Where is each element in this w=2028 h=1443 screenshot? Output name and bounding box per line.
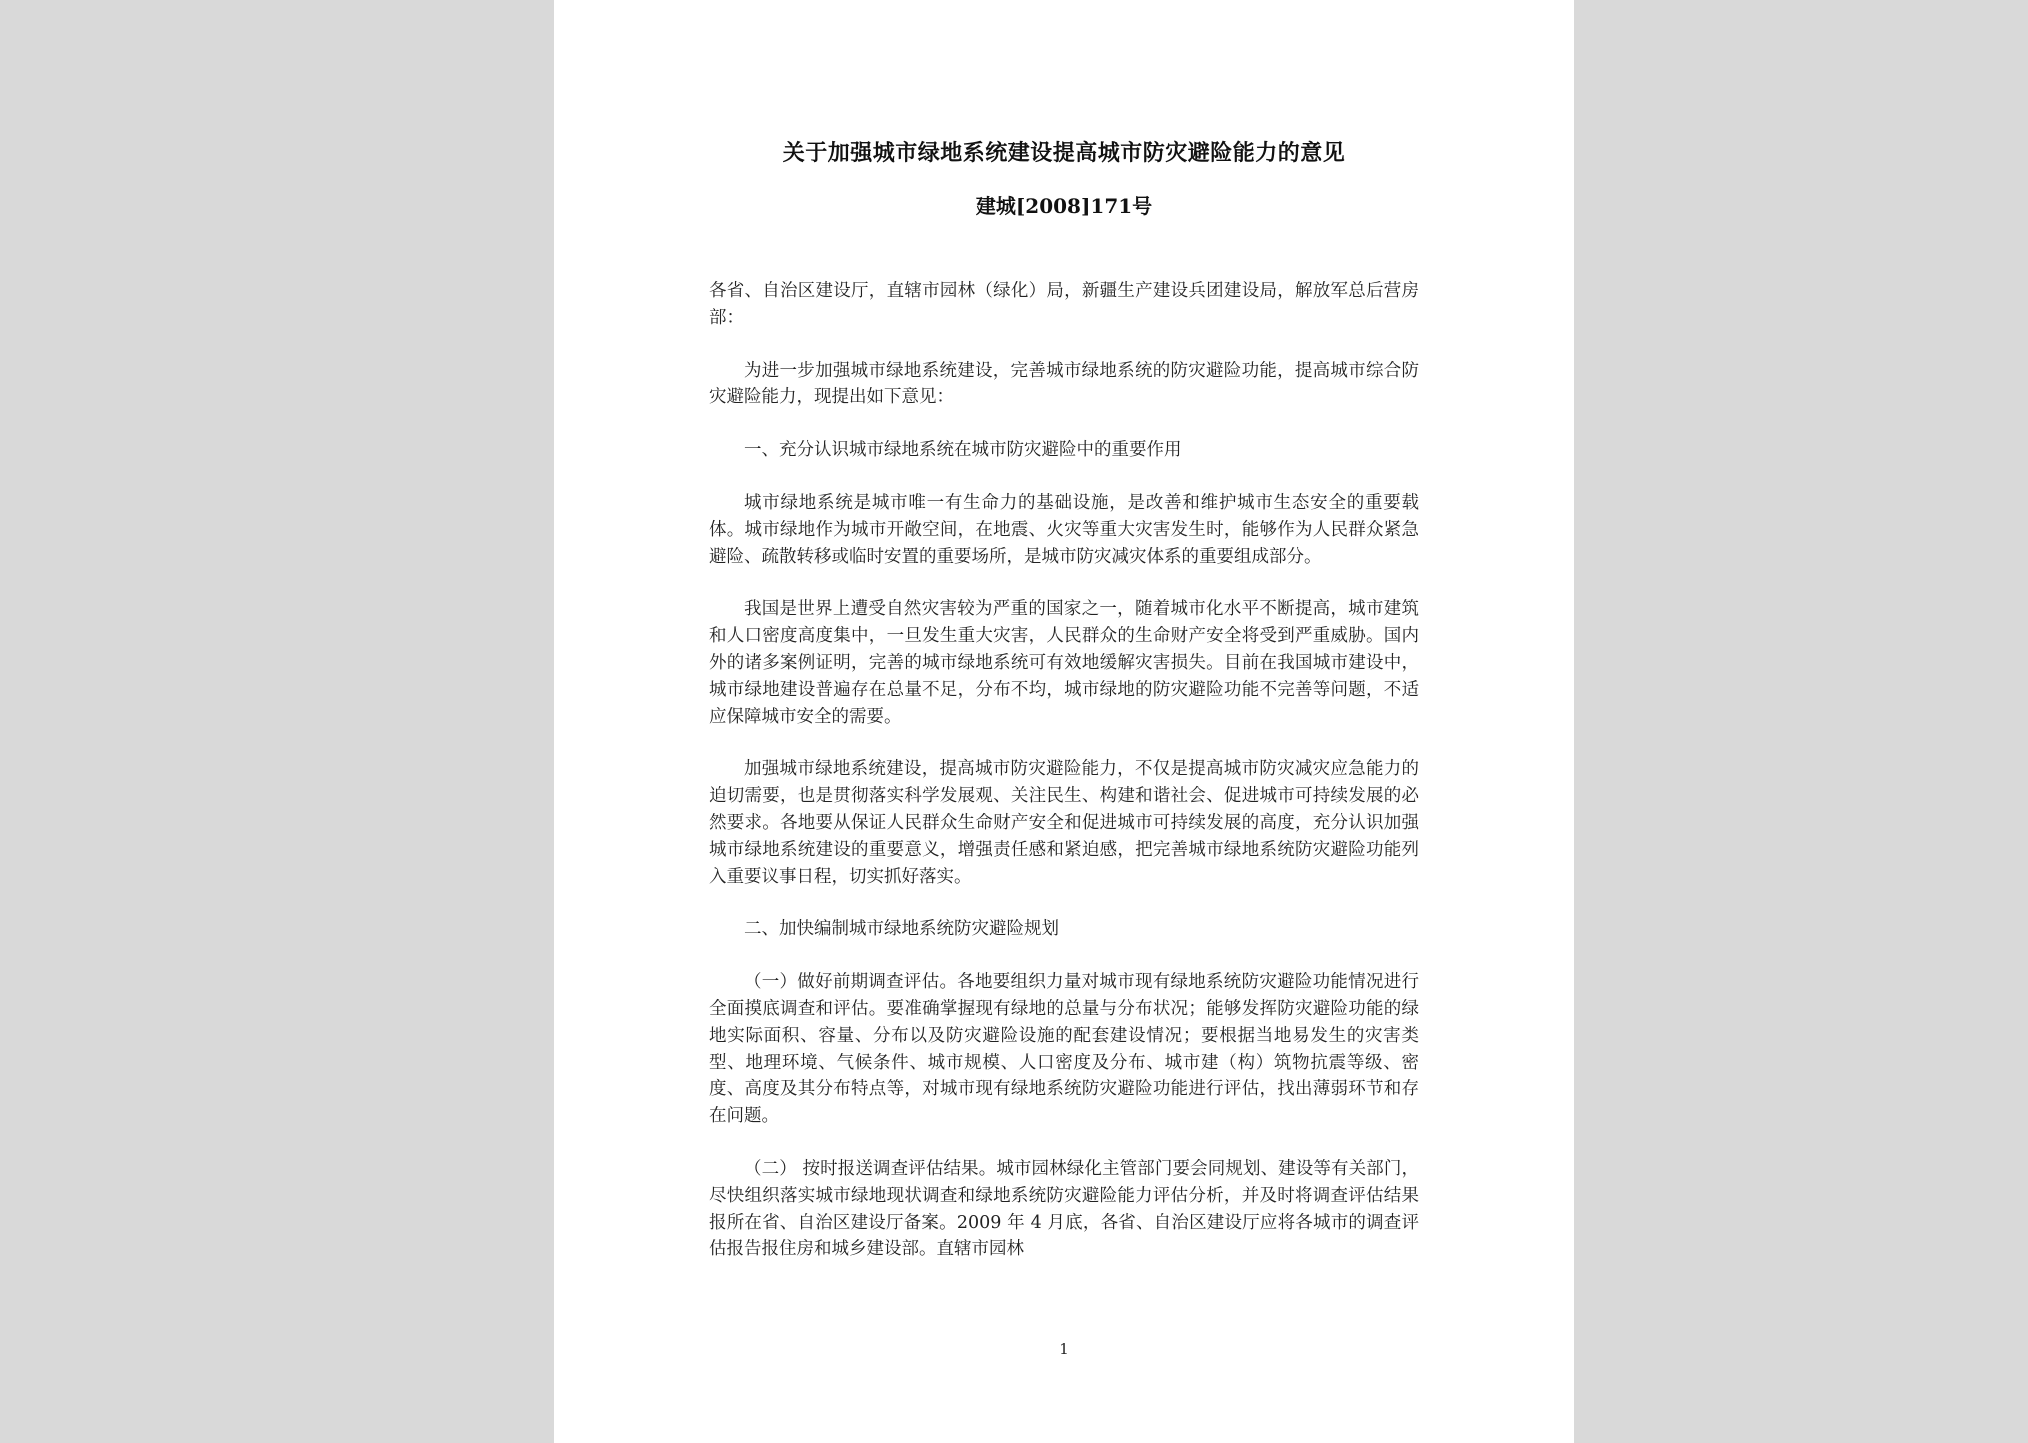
document-page [554,0,1574,1443]
document-title: 关于加强城市绿地系统建设提高城市防灾避险能力的意见 [782,140,1346,166]
addressee-paragraph: 各省、自治区建设厅，直辖市园林（绿化）局，新疆生产建设兵团建设局，解放军总后营房部： [709,281,1419,328]
section-heading-1: 一、充分认识城市绿地系统在城市防灾避险中的重要作用 [744,440,1182,461]
body-paragraph: （一）做好前期调查评估。各地要组织力量对城市现有绿地系统防灾避险功能情况进行全面摸底调查和评估。要准确掌握现有绿地的总量与分布状况；能够发挥防灾避险功能的绿地实际面积、容量、分布以及防灾避险设施的配套建设情况；要根据当地易发生的灾害类型、地理环境、气候条件、城市规模、人口密度及分布、城市建（构）筑物抗震等级、密度、高度及其分布特点等，对城市现有绿地系统防灾避险功能进行评估，找出薄弱环节和存在问题。 [709,972,1419,1127]
document-body [709,278,1419,1289]
body-paragraph: （二） 按时报送调查评估结果。城市园林绿化主管部门要会同规划、建设等有关部门，尽快组织落实城市绿地现状调查和绿地系统防灾避险能力评估分析，并及时将调查评估结果报所在省、自治区建设厅备案。2009 年 4 月底，各省、自治区建设厅应将各城市的调查评估报告报住房和城乡建设部。直辖市园林 [709,1158,1419,1260]
body-paragraph: 我国是世界上遭受自然灾害较为严重的国家之一，随着城市化水平不断提高，城市建筑和人口密度高度集中，一旦发生重大灾害，人民群众的生命财产安全将受到严重威胁。国内外的诸多案例证明，完善的城市绿地系统可有效地缓解灾害损失。目前在我国城市建设中，城市绿地建设普遍存在总量不足，分布不均，城市绿地的防灾避险功能不完善等问题，不适应保障城市安全的需要。 [709,599,1419,727]
document-number: 建城[2008]171号 [975,194,1153,218]
body-paragraph: 加强城市绿地系统建设，提高城市防灾避险能力，不仅是提高城市防灾减灾应急能力的迫切需要，也是贯彻落实科学发展观、关注民生、构建和谐社会、促进城市可持续发展的必然要求。各地要从保证人民群众生命财产安全和促进城市可持续发展的高度，充分认识加强城市绿地系统建设的重要意义，增强责任感和紧迫感，把完善城市绿地系统防灾避险功能列入重要议事日程，切实抓好落实。 [709,759,1419,887]
section-heading-2: 二、加快编制城市绿地系统防灾避险规划 [744,919,1059,940]
intro-paragraph: 为进一步加强城市绿地系统建设，完善城市绿地系统的防灾避险功能，提高城市综合防灾避险能力，现提出如下意见： [709,360,1419,408]
page-number: 1 [1059,1340,1069,1358]
body-paragraph: 城市绿地系统是城市唯一有生命力的基础设施，是改善和维护城市生态安全的重要载体。城市绿地作为城市开敞空间，在地震、火灾等重大灾害发生时，能够作为人民群众紧急避险、疏散转移或临时安置的重要场所，是城市防灾减灾体系的重要组成部分。 [709,492,1419,567]
